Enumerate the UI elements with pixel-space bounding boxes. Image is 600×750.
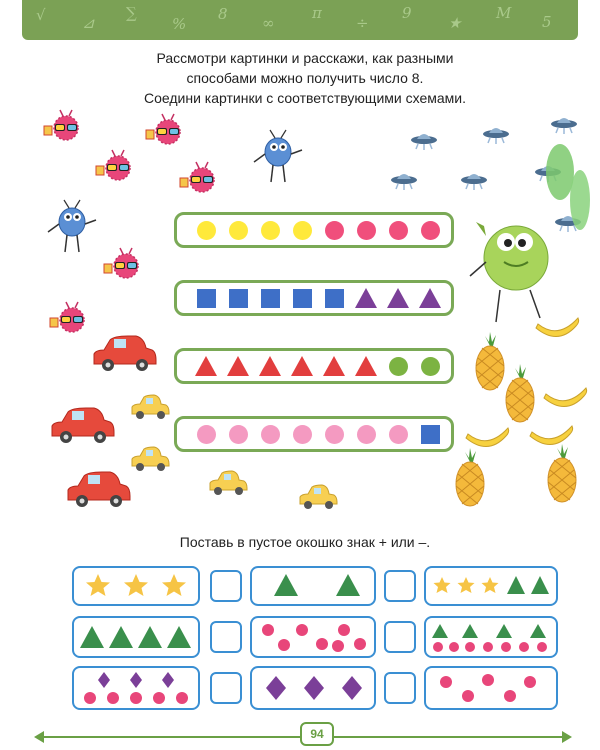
green-circle: [421, 357, 440, 376]
stars-group: [74, 568, 198, 604]
dot-icon: [278, 639, 290, 651]
triangle-icon: [496, 624, 512, 638]
light-pink-circle: [261, 425, 280, 444]
dot-icon: [338, 624, 350, 636]
sign-box-5[interactable]: [210, 672, 242, 704]
dot-icon: [107, 692, 119, 704]
dot-icon: [262, 624, 274, 636]
light-pink-circle: [389, 425, 408, 444]
page-number: 94: [300, 722, 334, 746]
triangle-icon: [336, 574, 360, 596]
purple-triangle: [419, 288, 441, 308]
sign-box-4[interactable]: [384, 621, 416, 653]
dot-icon: [332, 640, 344, 652]
triangles-dots-group: [426, 618, 556, 656]
triangle-icon: [432, 624, 448, 638]
star-icon: [162, 574, 186, 596]
sign-box-6[interactable]: [384, 672, 416, 704]
diamond-icon: [266, 676, 286, 700]
light-pink-circle: [325, 425, 344, 444]
triangle-icon: [507, 576, 525, 594]
header-glyph: 5: [542, 13, 552, 31]
dot-icon: [504, 690, 516, 702]
triangle-icon: [80, 626, 104, 648]
blue-square: [421, 425, 440, 444]
scheme-row-4[interactable]: [174, 416, 454, 452]
yellow-circle: [261, 221, 280, 240]
triangles-group: [252, 568, 374, 604]
stars-triangles-group: [426, 568, 556, 604]
red-triangle: [291, 356, 313, 376]
red-triangle: [195, 356, 217, 376]
header-glyph: ÷: [356, 14, 369, 32]
star-icon: [482, 577, 499, 593]
yellow-circle: [293, 221, 312, 240]
star-icon: [458, 577, 475, 593]
dot-icon: [433, 642, 443, 652]
dot-icon: [130, 692, 142, 704]
blue-square: [293, 289, 312, 308]
dots-group: [426, 668, 556, 708]
blue-square: [197, 289, 216, 308]
dots-group: [252, 618, 374, 656]
triangle-icon: [531, 576, 549, 594]
dot-icon: [440, 676, 452, 688]
pink-circle: [389, 221, 408, 240]
pink-circle: [421, 221, 440, 240]
dot-icon: [296, 624, 308, 636]
diamond-icon: [342, 676, 362, 700]
diamond-icon: [98, 672, 110, 688]
dot-icon: [524, 676, 536, 688]
header-glyph: %: [172, 15, 187, 33]
dot-icon: [316, 638, 328, 650]
blue-square: [229, 289, 248, 308]
dot-icon: [482, 674, 494, 686]
yellow-circle: [229, 221, 248, 240]
scheme-row-1[interactable]: [174, 212, 454, 248]
dot-icon: [537, 642, 547, 652]
exercise-1-right: [250, 566, 376, 606]
red-triangle: [227, 356, 249, 376]
dot-icon: [153, 692, 165, 704]
blue-square: [325, 289, 344, 308]
sign-box-3[interactable]: [210, 621, 242, 653]
exercise-3-left: [72, 666, 200, 710]
header-glyph: √: [36, 6, 46, 24]
header-glyph: ∑: [126, 4, 137, 22]
purple-triangle: [387, 288, 409, 308]
header-glyph: ★: [448, 14, 462, 32]
dot-icon: [354, 638, 366, 650]
dot-icon: [176, 692, 188, 704]
exercise-3-right: [250, 666, 376, 710]
exercise-2-left: [72, 616, 200, 658]
dot-icon: [462, 690, 474, 702]
diamond-icon: [130, 672, 142, 688]
sign-box-2[interactable]: [384, 570, 416, 602]
triangle-icon: [274, 574, 298, 596]
light-pink-circle: [197, 425, 216, 444]
exercise-3-result: [424, 666, 558, 710]
exercise-2-right: [250, 616, 376, 658]
instruction-line: способами можно получить число 8.: [186, 70, 424, 86]
star-icon: [86, 574, 110, 596]
blue-square: [261, 289, 280, 308]
star-icon: [434, 577, 451, 593]
light-pink-circle: [357, 425, 376, 444]
instruction-bottom: Поставь в пустое окошко знак + или –.: [179, 534, 431, 550]
scheme-row-3[interactable]: [174, 348, 454, 384]
pink-circle: [357, 221, 376, 240]
diamond-icon: [304, 676, 324, 700]
dot-icon: [519, 642, 529, 652]
header-glyph: M: [496, 4, 512, 22]
dot-icon: [84, 692, 96, 704]
dot-icon: [501, 642, 511, 652]
triangle-icon: [530, 624, 546, 638]
header-glyph: ⊿: [82, 14, 95, 32]
header-glyph: 8: [218, 5, 228, 23]
diamonds-dots-group: [74, 668, 198, 708]
triangle-icon: [138, 626, 162, 648]
purple-triangle: [355, 288, 377, 308]
instruction-line: Рассмотри картинки и расскажи, как разными: [156, 50, 454, 66]
header-glyph: 9: [402, 4, 412, 22]
dot-icon: [483, 642, 493, 652]
light-pink-circle: [293, 425, 312, 444]
yellow-circle: [197, 221, 216, 240]
red-triangle: [323, 356, 345, 376]
header-glyph: ∞: [262, 14, 275, 32]
exercise-1-left: [72, 566, 200, 606]
diamond-icon: [162, 672, 174, 688]
triangles-group: [74, 618, 198, 656]
instruction-line: Соедини картинки с соответствующими схемами.: [144, 90, 466, 106]
header-glyph: π: [312, 4, 322, 22]
red-triangle: [259, 356, 281, 376]
green-circle: [389, 357, 408, 376]
diamonds-group: [252, 668, 374, 708]
triangle-icon: [462, 624, 478, 638]
dot-icon: [465, 642, 475, 652]
pink-circle: [325, 221, 344, 240]
arrow-left-icon: [34, 731, 44, 743]
red-triangle: [355, 356, 377, 376]
exercise-2-result: [424, 616, 558, 658]
star-icon: [124, 574, 148, 596]
sign-box-1[interactable]: [210, 570, 242, 602]
triangle-icon: [109, 626, 133, 648]
triangle-icon: [167, 626, 191, 648]
scheme-row-2[interactable]: [174, 280, 454, 316]
arrow-right-icon: [562, 731, 572, 743]
exercise-1-result: [424, 566, 558, 606]
dot-icon: [449, 642, 459, 652]
light-pink-circle: [229, 425, 248, 444]
